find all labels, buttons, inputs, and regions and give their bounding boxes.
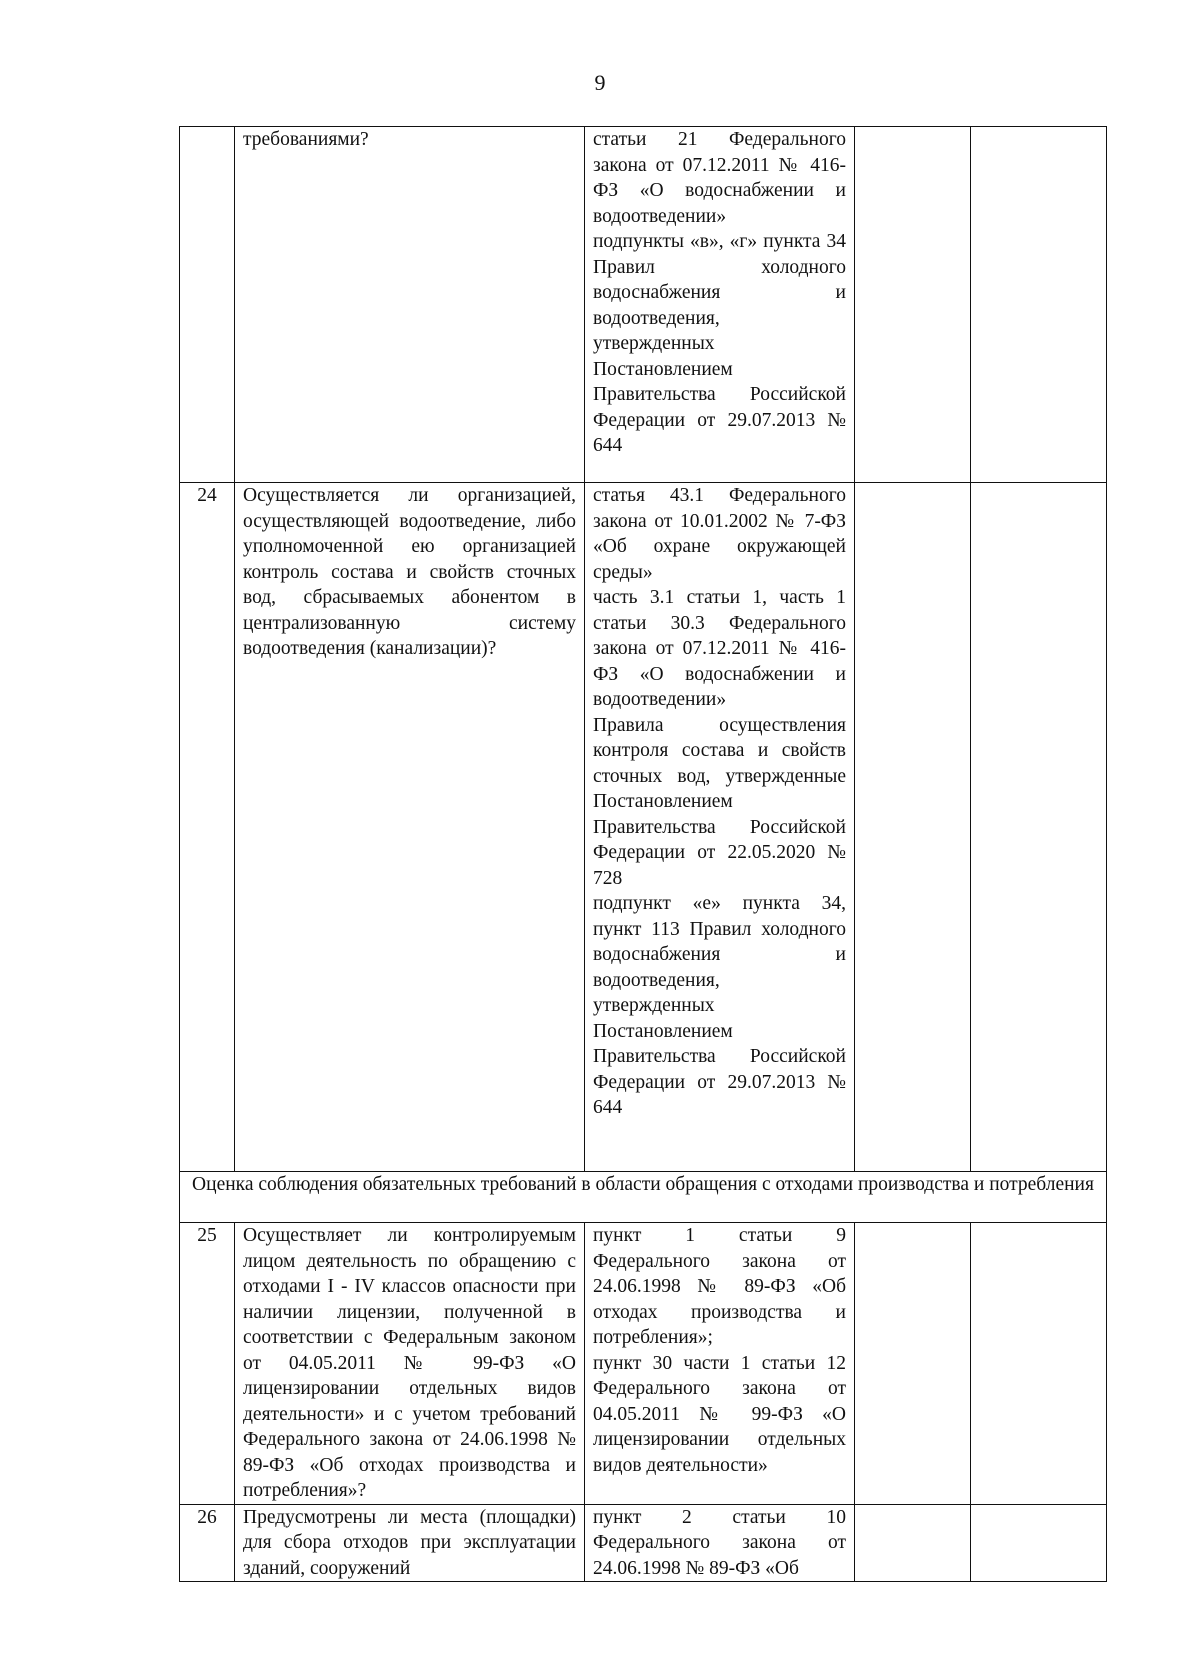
page-number: 9 [594, 70, 606, 95]
row-number: 25 [180, 1223, 235, 1505]
table-row [180, 1223, 1107, 1505]
note-cell [971, 1504, 1107, 1582]
legal-reference: Правила осуществления контроля состава и свойств сточных вод, утвержденные Постановлением Правительства Российской Федерации от 22.05.2020 № 728 [593, 714, 846, 889]
section-heading: Оценка соблюдения обязательных требований в области обращения с отходами производства и потребления [180, 1172, 1107, 1223]
row-number: 24 [180, 483, 235, 1172]
legal-reference: статья 43.1 Федерального закона от 10.01.2002 № 7-ФЗ «Об охране окружающей среды» [593, 485, 846, 583]
legal-reference: подпункт «е» пункта 34, пункт 113 Правил холодного водоснабжения и водоотведения, утвержденных Постановлением Правительства Российской Федерации от 29.07.2013 № 644 [593, 893, 846, 1118]
legal-reference: статьи 21 Федерального закона от 07.12.2011 № 416-ФЗ «О водоснабжении и водоотведении» [593, 129, 846, 227]
question-cell: Осуществляет ли контролируемым лицом деятельность по обращению с отходами I - IV классов опасности при наличии лицензии, полученной в соответствии с Федеральным законом от 04.05.2011 № 99-ФЗ «О лицензировании отдельных видов деятельности» и с учетом требований Федерального закона от 24.06.1998 № 89-ФЗ «Об отходах производства и потребления»? [235, 1223, 585, 1505]
checklist-table [179, 126, 1107, 1582]
table-row [180, 1504, 1107, 1582]
legal-reference-cell [585, 1223, 855, 1505]
section-header-row [180, 1172, 1107, 1223]
question-cell: требованиями? [235, 127, 585, 483]
note-cell [971, 127, 1107, 483]
legal-reference: пункт 2 статьи 10 Федерального закона от 24.06.1998 № 89-ФЗ «Об [593, 1506, 846, 1579]
note-cell [971, 1223, 1107, 1505]
legal-reference-cell [585, 127, 855, 483]
legal-reference: пункт 1 статьи 9 Федерального закона от 24.06.1998 № 89-ФЗ «Об отходах производства и потребления»; [593, 1225, 846, 1348]
row-number: 26 [180, 1504, 235, 1582]
question-cell: Осуществляется ли организацией, осуществляющей водоотведение, либо уполномоченной ею организацией контроль состава и свойств сточных вод, сбрасываемых абонентом в централизованную систему водоотведения (канализации)? [235, 483, 585, 1172]
legal-reference: подпункты «в», «г» пункта 34 Правил холодного водоснабжения и водоотведения, утвержденных Постановлением Правительства Российской Федерации от 29.07.2013 № 644 [593, 231, 846, 456]
note-cell [971, 483, 1107, 1172]
legal-reference: пункт 30 части 1 статьи 12 Федерального закона от 04.05.2011 № 99-ФЗ «О лицензировании отдельных видов деятельности» [593, 1352, 846, 1476]
row-number [180, 127, 235, 483]
legal-reference-cell [585, 1504, 855, 1582]
answer-cell [855, 127, 971, 483]
table-row [180, 127, 1107, 483]
table-row [180, 483, 1107, 1172]
answer-cell [855, 483, 971, 1172]
question-cell: Предусмотрены ли места (площадки) для сбора отходов при эксплуатации зданий, сооружений [235, 1504, 585, 1582]
legal-reference: часть 3.1 статьи 1, часть 1 статьи 30.3 Федерального закона от 07.12.2011 № 416-ФЗ «О водоснабжении и водоотведении» [593, 587, 846, 710]
legal-reference-cell [585, 483, 855, 1172]
answer-cell [855, 1223, 971, 1505]
answer-cell [855, 1504, 971, 1582]
